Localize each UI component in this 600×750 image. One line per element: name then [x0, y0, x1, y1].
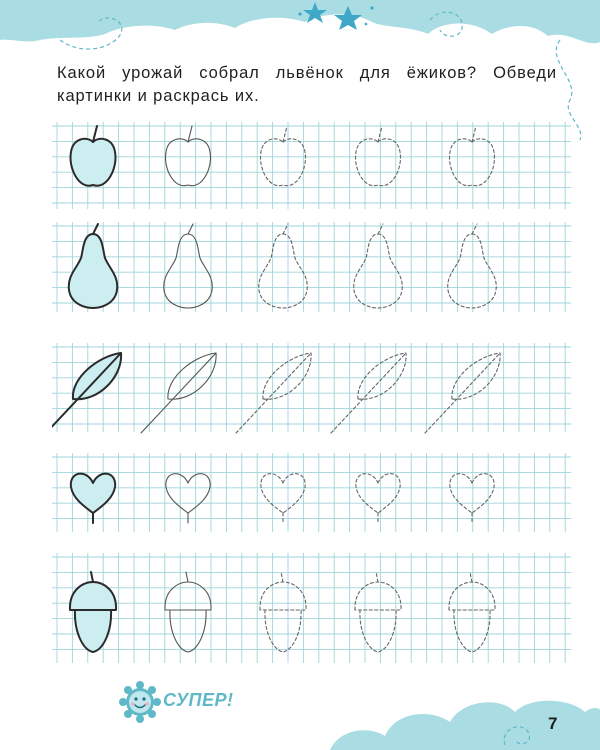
grid-band — [52, 453, 571, 532]
grid-band — [52, 553, 571, 663]
apple-icon[interactable] — [450, 126, 495, 186]
acorn-icon — [70, 572, 116, 652]
apple-icon[interactable] — [261, 126, 306, 186]
acorn-icon[interactable] — [165, 572, 211, 652]
apple-icon — [71, 126, 116, 186]
tracing-grid — [52, 0, 572, 680]
heart-leaf-icon[interactable] — [261, 474, 305, 523]
heart-leaf-icon[interactable] — [450, 474, 494, 523]
heart-leaf-icon[interactable] — [166, 474, 210, 523]
pear-icon[interactable] — [259, 224, 308, 308]
smiling-sun-icon — [119, 681, 161, 723]
bottom-cloud-band — [330, 701, 600, 750]
tracing-grid-area — [52, 0, 572, 680]
grid-band — [52, 122, 571, 209]
acorn-icon[interactable] — [355, 572, 401, 652]
pear-icon[interactable] — [164, 224, 213, 308]
instruction-text: Какой урожай собрал львёнок для ёжиков? Обведи картинки и раскрась их. — [57, 64, 557, 105]
heart-leaf-icon[interactable] — [356, 474, 400, 523]
acorn-icon[interactable] — [260, 572, 306, 652]
pear-icon — [69, 224, 118, 308]
pear-icon[interactable] — [354, 224, 403, 308]
apple-icon[interactable] — [356, 126, 401, 186]
page-number: 7 — [548, 714, 558, 733]
super-badge-text: СУПЕР! — [163, 690, 234, 710]
heart-leaf-icon — [71, 474, 115, 523]
pear-icon[interactable] — [448, 224, 497, 308]
apple-icon[interactable] — [166, 126, 211, 186]
grid-band — [52, 343, 571, 432]
